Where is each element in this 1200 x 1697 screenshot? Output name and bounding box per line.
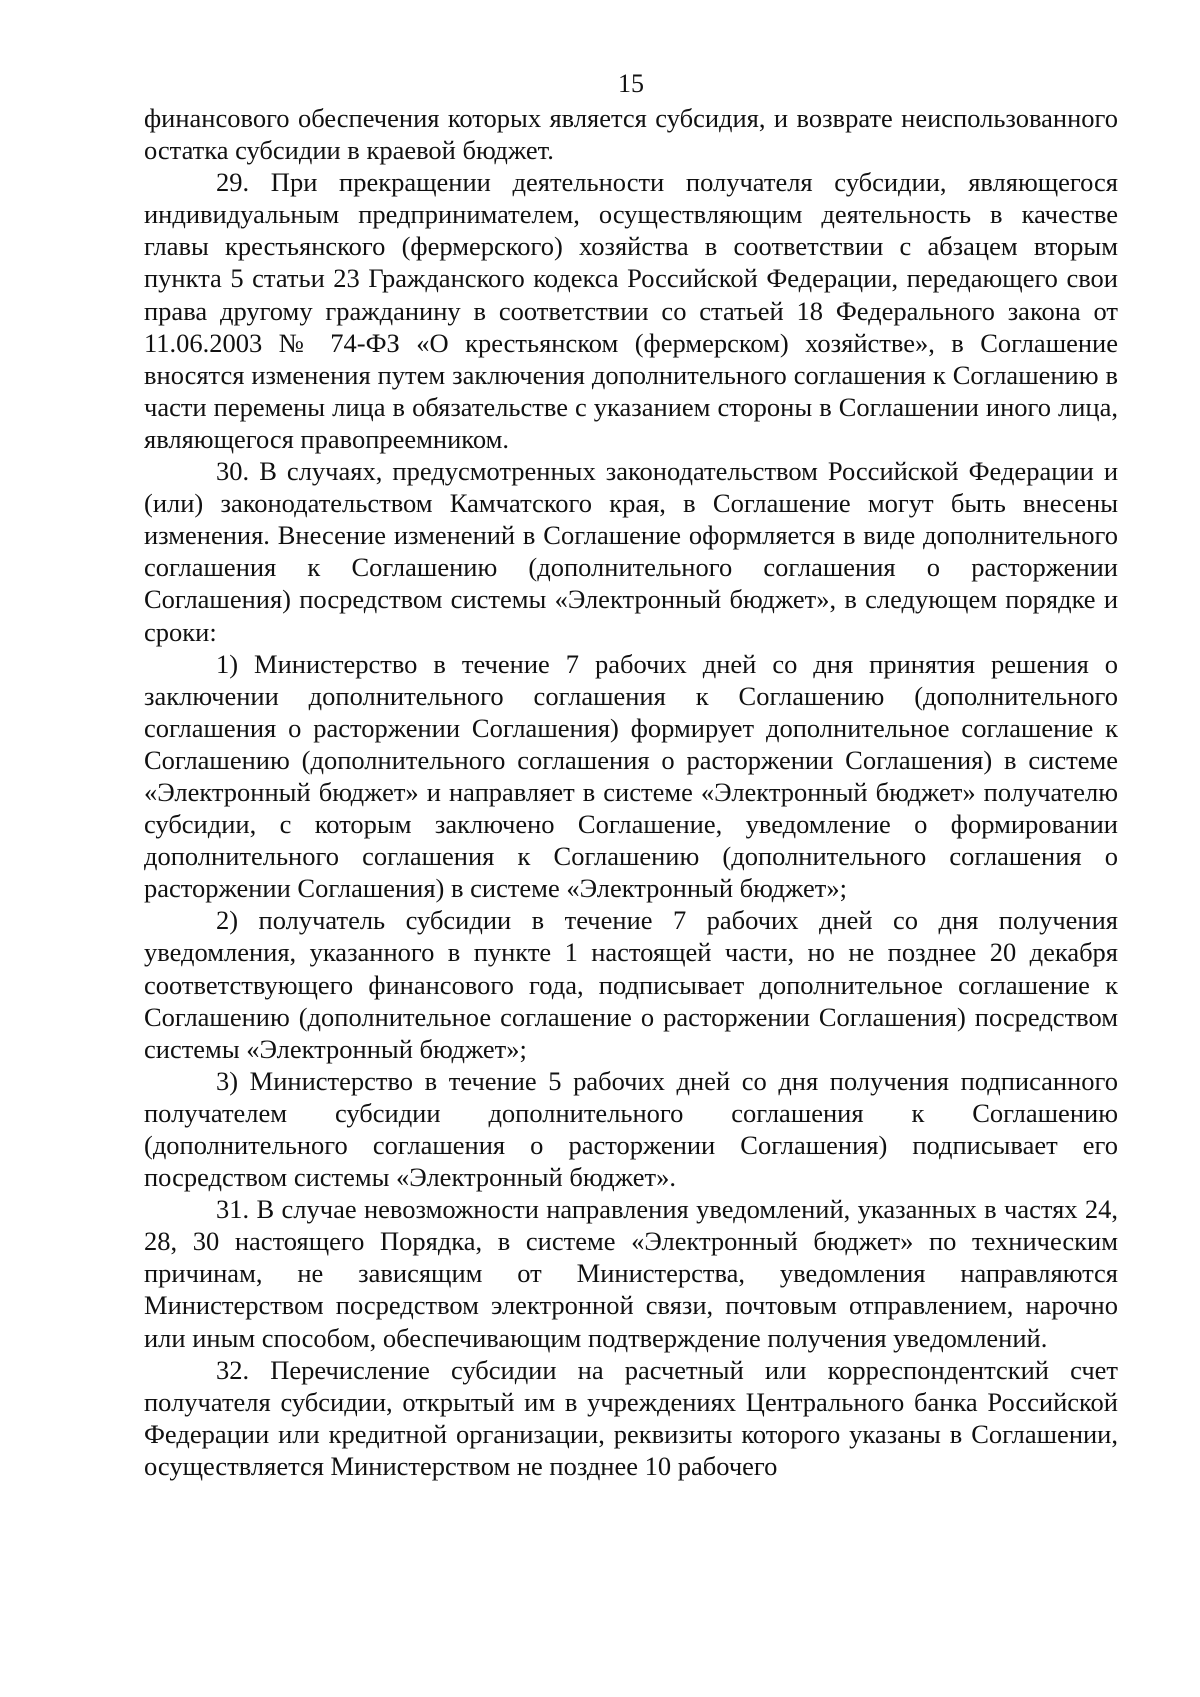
paragraph-clause-30-item-1: 1) Министерство в течение 7 рабочих дней со дня принятия решения о заключении дополнительного соглашения к Соглашению (дополнительного соглашения о расторжении Соглашения) формирует дополнительное соглашение к Соглашению (дополнительного соглашения о расторжении Соглашения) в системе «Электронный бюджет» и направляет в системе «Электронный бюджет» получателю субсидии, с которым заключено Соглашение, уведомление о формировании дополнительного соглашения к Соглашению (дополнительного соглашения о расторжении Соглашения) в системе «Электронный бюджет»; — [144, 648, 1118, 904]
document-page — [144, 68, 1118, 1482]
paragraph-clause-30: 30. В случаях, предусмотренных законодательством Российской Федерации и (или) законодательством Камчатского края, в Соглашение могут быть внесены изменения. Внесение изменений в Соглашение оформляется в виде дополнительного соглашения к Соглашению (дополнительного соглашения о расторжении Соглашения) посредством системы «Электронный бюджет», в следующем порядке и сроки: — [144, 456, 1118, 647]
paragraph-continuation: финансового обеспечения которых является субсидия, и возврате неиспользованного остатка субсидии в краевой бюджет. — [144, 103, 1118, 166]
paragraph-clause-31: 31. В случае невозможности направления уведомлений, указанных в частях 24, 28, 30 настоящего Порядка, в системе «Электронный бюджет» по техническим причинам, не зависящим от Министерства, уведомления направляются Министерством посредством электронной связи, почтовым отправлением, нарочно или иным способом, обеспечивающим подтверждение получения уведомлений. — [144, 1194, 1118, 1353]
paragraph-clause-30-item-3: 3) Министерство в течение 5 рабочих дней со дня получения подписанного получателем субсидии дополнительного соглашения к Соглашению (дополнительного соглашения о расторжении Соглашения) подписывает его посредством системы «Электронный бюджет». — [144, 1065, 1118, 1193]
page-number: 15 — [618, 69, 644, 98]
paragraph-clause-29: 29. При прекращении деятельности получателя субсидии, являющегося индивидуальным предпринимателем, осуществляющим деятельность в качестве главы крестьянского (фермерского) хозяйства в соответствии с абзацем вторым пункта 5 статьи 23 Гражданского кодекса Российской Федерации, передающего свои права другому гражданину в соответствии со статьей 18 Федерального закона от 11.06.2003 № 74-ФЗ «О крестьянском (фермерском) хозяйстве», в Соглашение вносятся изменения путем заключения дополнительного соглашения к Соглашению в части перемены лица в обязательстве с указанием стороны в Соглашении иного лица, являющегося правопреемником. — [144, 167, 1118, 454]
paragraph-clause-30-item-2: 2) получатель субсидии в течение 7 рабочих дней со дня получения уведомления, указанного в пункте 1 настоящей части, но не позднее 20 декабря соответствующего финансового года, подписывает дополнительное соглашение к Соглашению (дополнительное соглашение о расторжении Соглашения) посредством системы «Электронный бюджет»; — [144, 905, 1118, 1064]
paragraph-clause-32: 32. Перечисление субсидии на расчетный или корреспондентский счет получателя субсидии, открытый им в учреждениях Центрального банка Российской Федерации или кредитной организации, реквизиты которого указаны в Соглашении, осуществляется Министерством не позднее 10 рабочего — [144, 1354, 1118, 1481]
